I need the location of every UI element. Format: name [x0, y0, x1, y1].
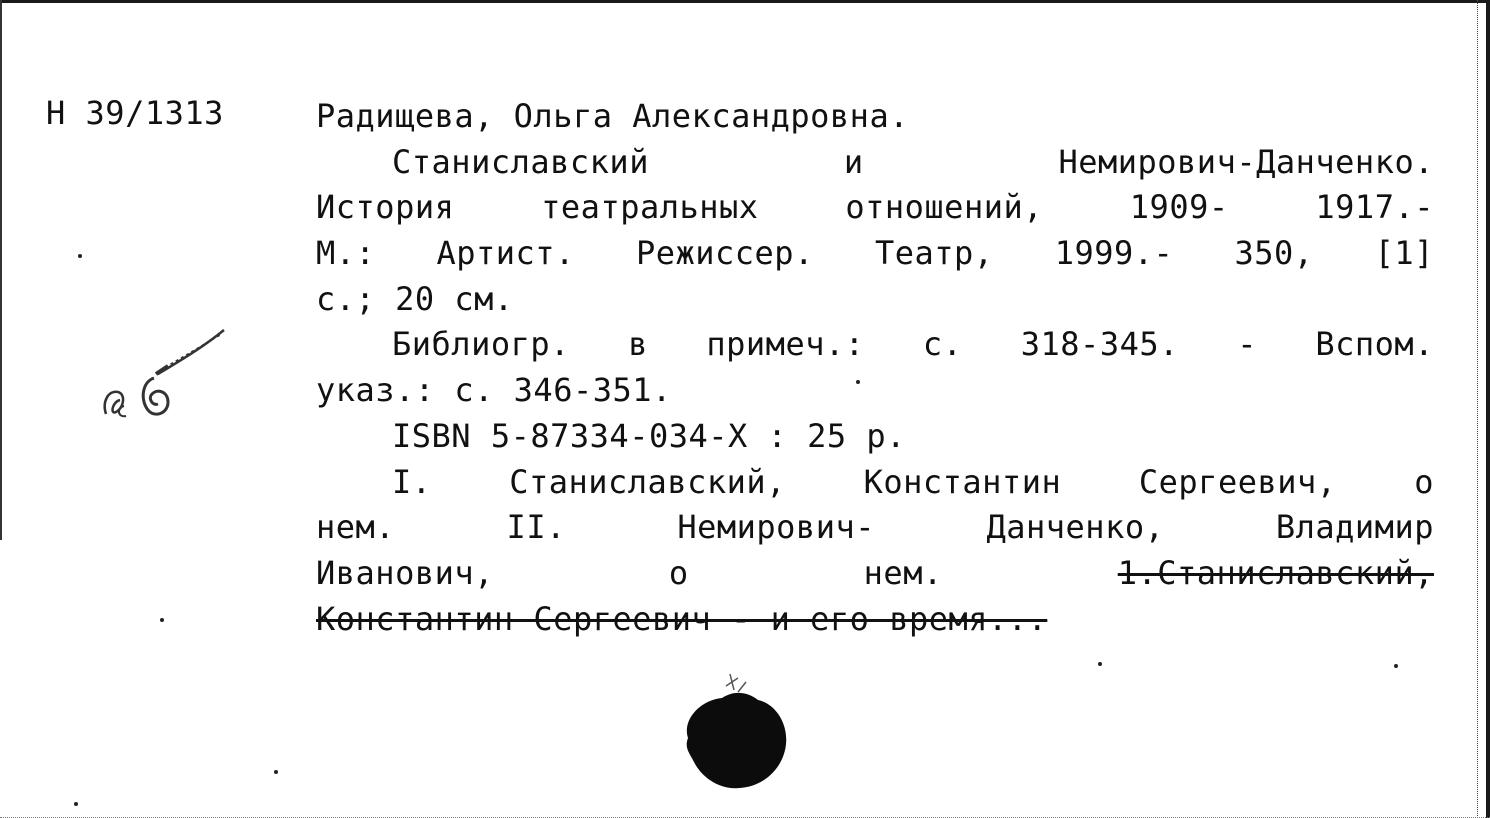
scan-edge-right — [1486, 0, 1490, 818]
imprint-word: Режиссер. — [635, 234, 814, 273]
scan-speck — [160, 618, 164, 622]
handwritten-mark — [96, 318, 236, 430]
subject-line-3 — [316, 551, 1434, 597]
title-word: театральных — [541, 188, 759, 227]
title-word: отношений, — [845, 188, 1043, 227]
notes-word: 318-345. — [1020, 325, 1179, 364]
subject-word: Станиславский, — [509, 462, 786, 501]
struck-series-line: Константин Сергеевич - и его время... — [316, 599, 1048, 638]
scan-edge-right-inner — [1476, 0, 1478, 818]
scan-speck — [78, 254, 82, 258]
physical-description-line: с.; 20 см. — [316, 279, 514, 318]
imprint-word: Театр, — [874, 234, 994, 273]
imprint-word: 350, — [1234, 234, 1314, 273]
scan-edge-top — [0, 0, 1490, 3]
isbn-line: ISBN 5-87334-034-X : 25 р. — [392, 416, 906, 455]
title-word: и — [843, 142, 864, 181]
shelfmark: Н 39/1313 — [46, 94, 224, 132]
subject-word: Иванович, — [316, 553, 494, 592]
scan-edge-left — [0, 0, 2, 540]
scan-speck — [856, 380, 860, 384]
title-word: Станиславский — [392, 142, 649, 181]
subject-line-2 — [316, 505, 1434, 551]
subject-word: II. — [506, 508, 566, 547]
scan-speck — [1098, 662, 1102, 666]
title-word: 1909- — [1129, 188, 1229, 227]
notes-line-2: указ.: с. 346-351. — [316, 371, 672, 410]
struck-series-text: 1.Станиславский, — [1117, 553, 1434, 592]
notes-word: с. — [922, 325, 963, 364]
title-word: История — [316, 188, 455, 227]
subject-word: Владимир — [1275, 508, 1434, 547]
scan-speck — [1394, 664, 1398, 668]
title-word: Немирович-Данченко. — [1058, 142, 1434, 181]
notes-line-1 — [316, 322, 1434, 368]
scan-speck — [74, 802, 78, 806]
title-line-1 — [316, 140, 1434, 186]
bibliographic-record — [316, 94, 1434, 642]
subject-word: Константин — [863, 462, 1062, 501]
subject-word: нем. — [316, 508, 396, 547]
scan-speck — [274, 770, 278, 774]
imprint-word: М.: — [316, 234, 376, 273]
subject-word: нем. — [863, 553, 943, 592]
ink-blot — [676, 668, 794, 796]
imprint-word: Артист. — [436, 234, 575, 273]
notes-word: Вспом. — [1315, 325, 1434, 364]
subject-word: о — [668, 553, 689, 592]
title-line-2 — [316, 185, 1434, 231]
notes-word: примеч.: — [706, 325, 865, 364]
title-word: 1917.- — [1315, 188, 1434, 227]
imprint-word: [1] — [1374, 234, 1434, 273]
subject-word: I. — [392, 462, 432, 501]
subject-word: Немирович- — [677, 508, 875, 547]
notes-word: - — [1237, 325, 1257, 364]
subject-word: Данченко, — [986, 508, 1165, 547]
notes-word: Библиогр. — [392, 325, 570, 364]
subject-word: о — [1414, 462, 1434, 501]
author-line: Радищева, Ольга Александровна. — [316, 97, 909, 135]
imprint-word: 1999.- — [1054, 234, 1174, 273]
notes-word: в — [628, 325, 649, 364]
subject-line-1 — [316, 460, 1434, 506]
imprint-line — [316, 231, 1434, 277]
subject-word: Сергеевич, — [1138, 462, 1337, 501]
